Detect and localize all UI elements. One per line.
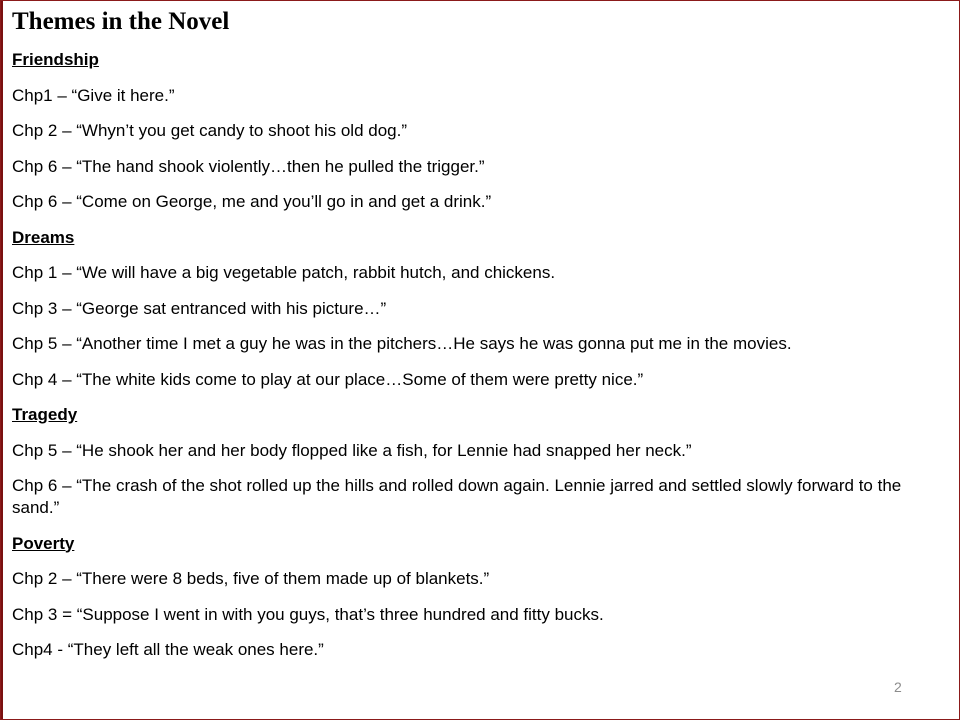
quote-line: Chp 2 – “There were 8 beds, five of them made up of blankets.” xyxy=(12,569,490,588)
quote-line: Chp 5 – “Another time I met a guy he was in the pitchers…He says he was gonna put me in the movies. xyxy=(12,334,792,353)
quote-line: Chp 2 – “Whyn’t you get candy to shoot his old dog.” xyxy=(12,121,408,140)
slide-left-border xyxy=(1,1,3,720)
quote-line: Chp 6 – “The crash of the shot rolled up the hills and rolled down again. Lennie jarred and settled slowly forward to the sand.” xyxy=(12,476,902,517)
quote-line: Chp 4 – “The white kids come to play at our place…Some of them were pretty nice.” xyxy=(12,369,644,389)
quote-line: Chp 3 = “Suppose I went in with you guys, that’s three hundred and fitty bucks. xyxy=(12,604,604,624)
quote-line: Chp 3 – “George sat entranced with his picture…” xyxy=(12,298,387,318)
quote-line: Chp 6 – “Come on George, me and you’ll go in and get a drink.” xyxy=(12,192,492,211)
quote-line: Chp 6 – “The hand shook violently…then he pulled the trigger.” xyxy=(12,156,485,176)
quote-line: Chp 5 – “He shook her and her body flopped like a fish, for Lennie had snapped her neck.” xyxy=(12,440,692,460)
section-heading-poverty: Poverty xyxy=(12,533,75,553)
quote-line: Chp4 - “They left all the weak ones here.” xyxy=(12,640,324,659)
slide-title: Themes in the Novel xyxy=(12,8,230,35)
section-heading-dreams: Dreams xyxy=(12,227,75,247)
section-heading-friendship: Friendship xyxy=(12,50,99,69)
slide-body xyxy=(12,49,937,661)
page-number: 2 xyxy=(894,679,902,695)
quote-line: Chp1 – “Give it here.” xyxy=(12,85,175,105)
quote-line: Chp 1 – “We will have a big vegetable patch, rabbit hutch, and chickens. xyxy=(12,263,556,282)
section-heading-tragedy: Tragedy xyxy=(12,405,78,424)
